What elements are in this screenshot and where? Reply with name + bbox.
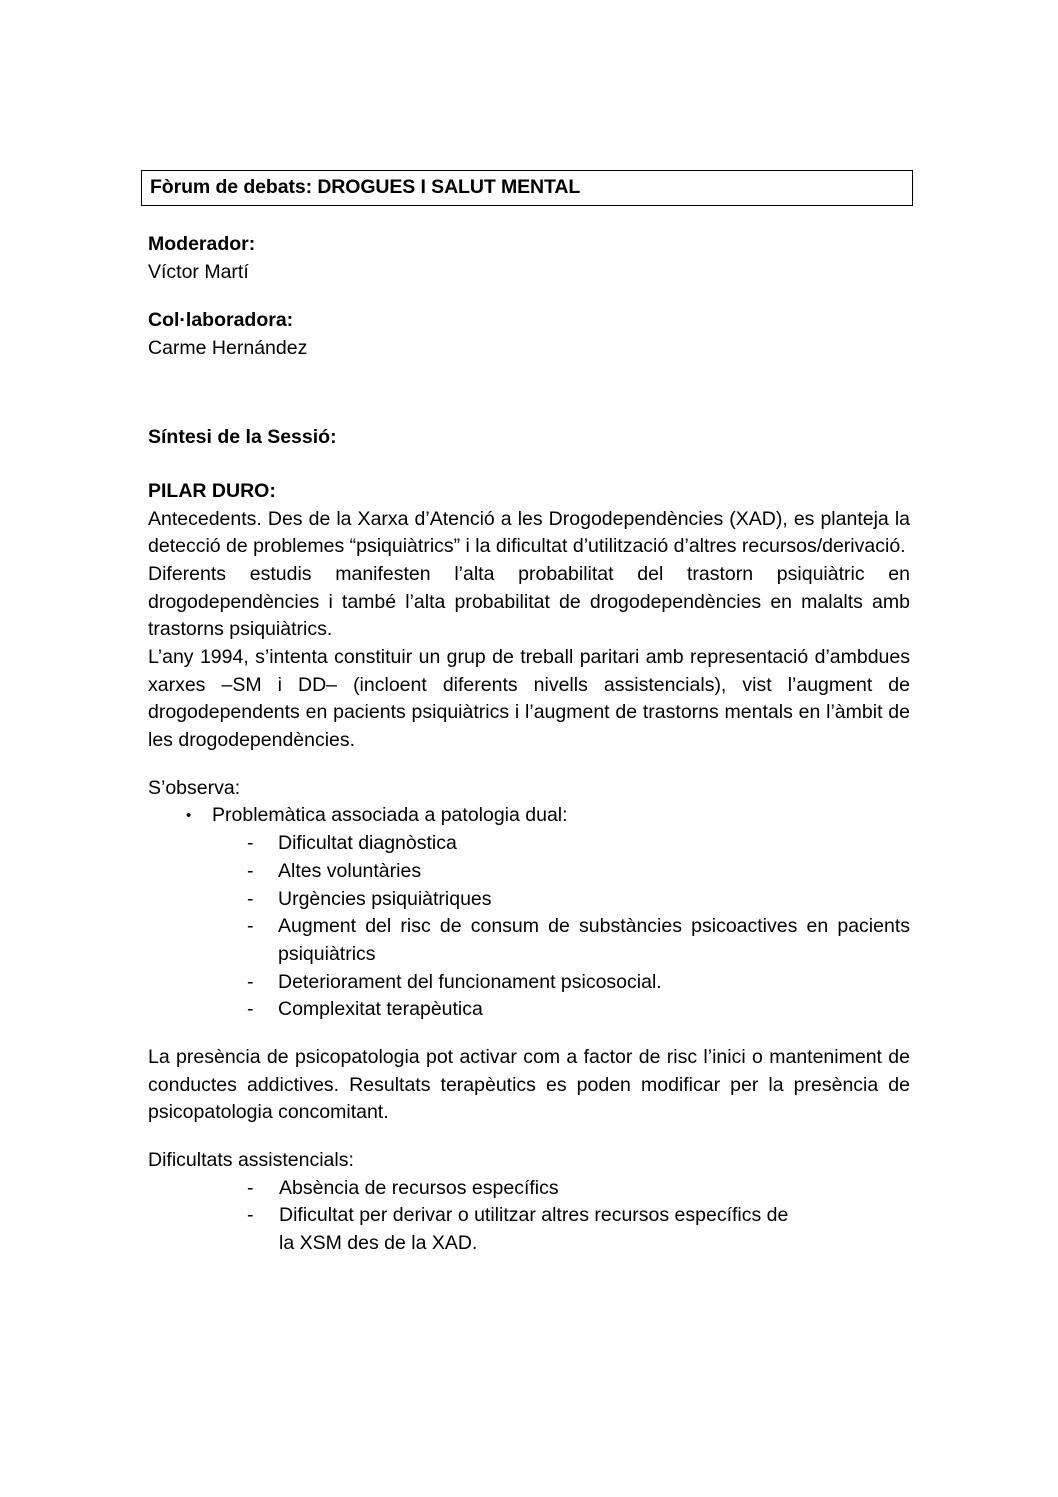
difficulties-dash-list [148,1175,910,1258]
spacer [148,755,910,775]
list-item [148,886,910,914]
list-item [148,913,910,968]
credit-collaborator [148,307,910,362]
observation-intro: S’observa: [148,776,241,799]
list-item-label: Deteriorament del funcionament psicosocial. [278,970,662,993]
observation-dash-list [148,830,910,1024]
dash-icon: - [247,832,254,855]
list-item [148,830,910,858]
dash-icon: - [247,859,254,882]
dash-icon: - [247,887,254,910]
bullet-icon: • [186,807,192,825]
list-item-label: Altes voluntàries [278,859,422,882]
spacer [148,1024,910,1044]
list-item [148,858,910,886]
spacer [148,382,910,424]
dash-icon: - [247,915,254,938]
paragraph-antecedents: Antecedents. Des de la Xarxa d’Atenció a les Drogodependències (XAD), es planteja la detecció de problemes “psiquiàtrics” i la dificultat d’utilització d’altres recursos/derivació. [148,507,910,558]
dash-icon: - [247,970,254,993]
paragraph-studies: Diferents estudis manifesten l’alta probabilitat del trastorn psiquiàtric en drogodependències i també l’alta probabilitat de drogodependències en malalts amb trastorns psiquiàtrics. [148,562,910,641]
bullet-item-label: Problemàtica associada a patologia dual: [212,804,568,827]
list-item [148,1202,910,1257]
speaker-heading: PILAR DURO: [148,479,276,502]
paragraph-1994: L’any 1994, s’intenta constituir un grup de treball paritari amb representació d’ambdues xarxes –SM i DD– (incloent diferents nivells assistencials), vist l’augment de drogodependents en pacients psiquiàtrics i l’augment de trastorns mentals en l’àmbit de les drogodependències. [148,646,910,752]
credit-role-label: Moderador: [148,233,256,256]
document-content [148,170,910,1258]
credit-person-name: Víctor Martí [148,261,249,284]
credit-person-name: Carme Hernández [148,336,308,359]
list-item [148,802,910,830]
observation-bullet-list [148,802,910,830]
spacer [148,452,910,478]
list-item [148,996,910,1024]
dash-icon: - [247,998,254,1021]
spacer [148,1127,910,1147]
credit-moderator [148,231,910,286]
list-item-label-continuation: la XSM des de la XAD. [279,1232,478,1255]
list-item-label: Augment del risc de consum de substàncies psicoactives en pacients psiquiàtrics [278,915,910,965]
paragraph-psicopatologia: La presència de psicopatologia pot activar com a factor de risc l’inici o manteniment de conductes addictives. Resultats terapèutics es poden modificar per la presència de psicopatologia concomitant. [148,1045,910,1124]
list-item-label: Absència de recursos específics [279,1176,559,1199]
list-item [148,969,910,997]
difficulties-intro: Dificultats assistencials: [148,1149,354,1171]
dash-icon: - [247,1176,254,1199]
document-title-box [141,170,913,206]
list-item [148,1175,910,1203]
page-title: Fòrum de debats: DROGUES I SALUT MENTAL [150,176,581,198]
dash-icon: - [247,1204,254,1227]
list-item-label: Dificultat per derivar o utilitzar altres recursos específics de [279,1204,789,1227]
list-item-label: Urgències psiquiàtriques [278,887,492,910]
list-item-label: Dificultat diagnòstica [278,832,457,855]
synthesis-heading: Síntesi de la Sessió: [148,426,337,449]
list-item-label: Complexitat terapèutica [278,998,483,1021]
credit-role-label: Col·laboradora: [148,308,294,331]
